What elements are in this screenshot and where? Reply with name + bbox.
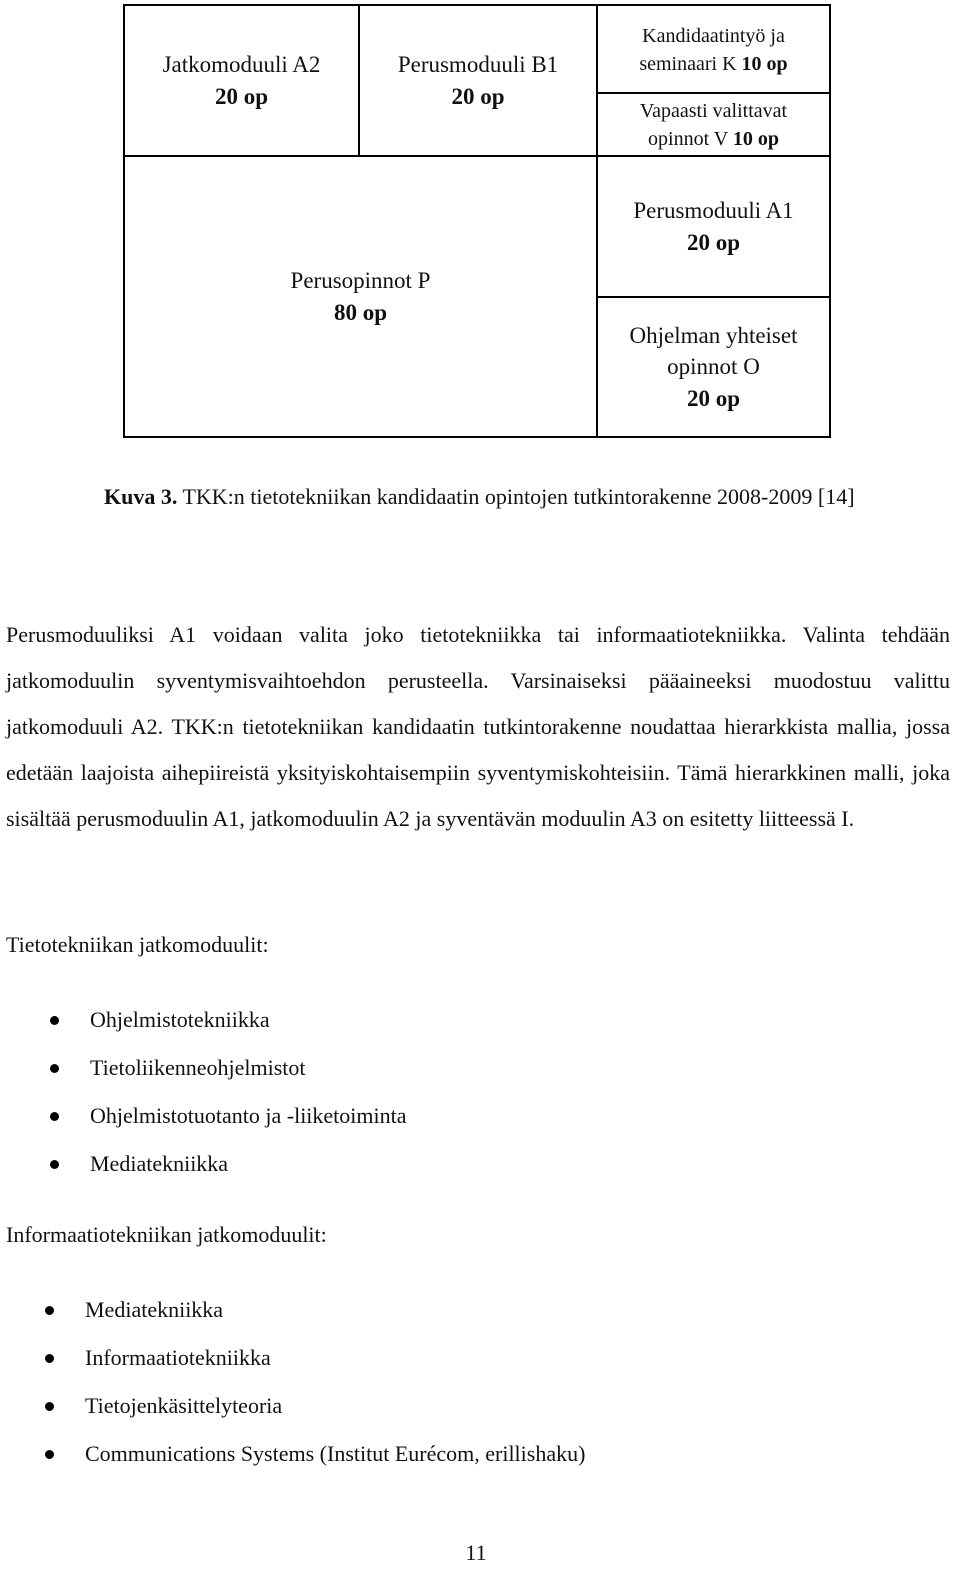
cell-perusmoduuli-a1-credits: 20 op bbox=[686, 229, 741, 255]
cell-perusmoduuli-b1-name: Perusmoduuli B1 bbox=[397, 51, 559, 77]
cell-kandidaatintyo-line2-prefix: seminaari K bbox=[639, 53, 742, 75]
cell-jatkomoduuli-a2-name: Jatkomoduuli A2 bbox=[162, 51, 321, 77]
figure-caption-text: TKK:n tietotekniikan kandidaatin opintojen tutkintorakenne 2008-2009 [14] bbox=[177, 484, 855, 509]
list-item bbox=[85, 1382, 585, 1430]
cell-kandidaatintyo-credits: 10 op bbox=[741, 53, 788, 75]
cell-vapaasti-credits: 10 op bbox=[732, 127, 779, 150]
figure-caption-label: Kuva 3. bbox=[104, 484, 178, 509]
bullet-icon bbox=[45, 1306, 54, 1315]
figure-caption bbox=[104, 484, 855, 510]
bullet-icon bbox=[45, 1402, 54, 1411]
list-item-text: Communications Systems (Institut Eurécom, erillishaku) bbox=[85, 1441, 586, 1466]
cell-vapaasti-line2-prefix: opinnot V bbox=[648, 127, 733, 150]
list-item-text: Tietoliikenneohjelmistot bbox=[90, 1055, 306, 1080]
list-item bbox=[90, 1092, 407, 1140]
cell-perusmoduuli-b1 bbox=[360, 6, 596, 155]
informaatiotekniikka-list bbox=[85, 1286, 585, 1478]
list-item-text: Ohjelmistotekniikka bbox=[90, 1007, 270, 1032]
cell-perusopinnot-name: Perusopinnot P bbox=[290, 267, 431, 293]
cell-kandidaatintyo bbox=[598, 8, 829, 92]
cell-jatkomoduuli-a2-credits: 20 op bbox=[214, 83, 269, 109]
cell-ohjelman-yhteiset bbox=[598, 298, 829, 436]
cell-vapaasti-line1: Vapaasti valittavat bbox=[639, 99, 788, 122]
cell-perusmoduuli-a1-name: Perusmoduuli A1 bbox=[633, 197, 794, 223]
tietotekniikka-heading: Tietotekniikan jatkomoduulit: bbox=[6, 932, 269, 957]
list-item-text: Mediatekniikka bbox=[90, 1151, 229, 1176]
cell-ohjelman-yhteiset-line2: opinnot O bbox=[667, 354, 760, 380]
cell-kandidaatintyo-line1: Kandidaatintyö ja bbox=[642, 25, 785, 47]
bullet-icon bbox=[50, 1016, 59, 1025]
cell-vapaasti-line2 bbox=[648, 125, 779, 153]
bullet-icon bbox=[50, 1112, 59, 1121]
tietotekniikka-list bbox=[90, 996, 407, 1188]
list-item bbox=[85, 1430, 585, 1478]
list-item-text: Tietojenkäsittelyteoria bbox=[85, 1393, 283, 1418]
list-item bbox=[90, 1044, 407, 1092]
cell-jatkomoduuli-a2 bbox=[125, 6, 358, 155]
bullet-icon bbox=[50, 1064, 59, 1073]
bullet-icon bbox=[50, 1160, 59, 1169]
cell-perusopinnot-credits: 80 op bbox=[333, 299, 388, 325]
list-item bbox=[90, 1140, 407, 1188]
body-paragraph: Perusmoduuliksi A1 voidaan valita joko tietotekniikka tai informaatiotekniikka. Valinta tehdään jatkomoduulin syventymisvaihtoehdon perusteella. Varsinaiseksi pääaineeksi muodostuu valittu jatkomoduuli A2. TKK:n tietotekniikan kandidaatin tutkintorakenne noudattaa hierarkkista mallia, jossa edetään laajoista aihepiireistä yksityiskohtaisempiin syventymiskohteisiin. Tämä hierarkkinen malli, joka sisältää perusmoduulin A1, jatkomoduulin A2 ja syventävän moduulin A3 on esitetty liitteessä I. bbox=[6, 622, 950, 831]
cell-ohjelman-yhteiset-line1: Ohjelman yhteiset bbox=[629, 323, 798, 349]
list-item bbox=[90, 996, 407, 1044]
page-number: 11 bbox=[465, 1540, 487, 1565]
informaatiotekniikka-heading: Informaatiotekniikan jatkomoduulit: bbox=[6, 1222, 327, 1247]
cell-perusmoduuli-a1 bbox=[598, 157, 829, 296]
list-item-text: Ohjelmistotuotanto ja -liiketoiminta bbox=[90, 1103, 407, 1128]
list-item bbox=[85, 1286, 585, 1334]
bullet-icon bbox=[45, 1450, 54, 1459]
list-item-text: Informaatiotekniikka bbox=[85, 1345, 271, 1370]
cell-perusopinnot bbox=[125, 157, 596, 436]
cell-vapaasti-valittavat bbox=[598, 94, 829, 155]
list-item bbox=[85, 1334, 585, 1382]
cell-kandidaatintyo-line2 bbox=[639, 50, 787, 78]
cell-ohjelman-yhteiset-credits: 20 op bbox=[686, 385, 741, 411]
bullet-icon bbox=[45, 1354, 54, 1363]
list-item-text: Mediatekniikka bbox=[85, 1297, 224, 1322]
cell-perusmoduuli-b1-credits: 20 op bbox=[451, 83, 505, 109]
